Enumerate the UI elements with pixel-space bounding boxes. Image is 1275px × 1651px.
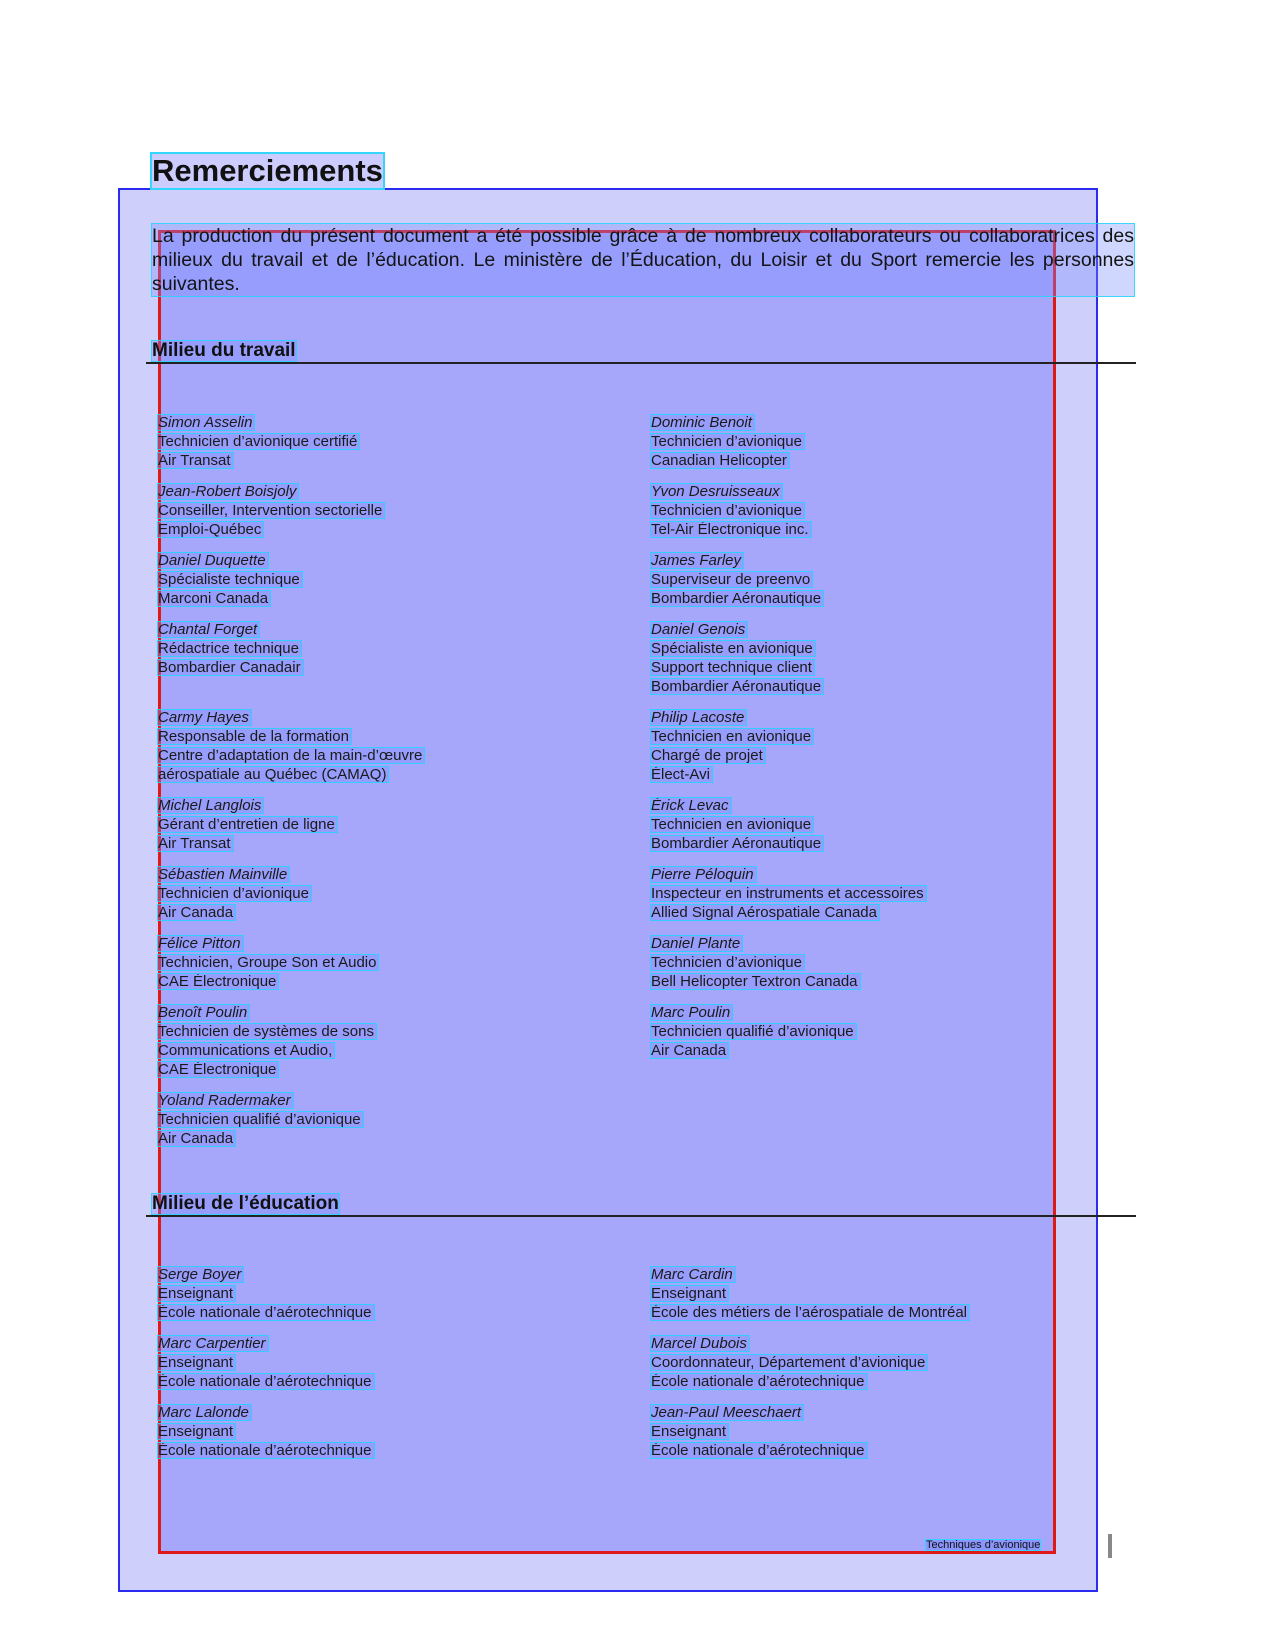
person-detail bbox=[158, 886, 638, 901]
text-run: Chantal Forget bbox=[158, 621, 258, 638]
text-run: Marcel Dubois bbox=[651, 1335, 747, 1352]
person-name bbox=[158, 622, 638, 637]
person-detail bbox=[158, 1443, 638, 1458]
person-detail bbox=[158, 453, 638, 468]
text-run: Enseignant bbox=[158, 1423, 234, 1440]
person-detail bbox=[651, 886, 1131, 901]
person-detail bbox=[158, 836, 638, 851]
section-rule-education bbox=[146, 1215, 1136, 1217]
text-run: Jean-Paul Meeschaert bbox=[651, 1404, 802, 1421]
text-run: Air Canada bbox=[158, 904, 234, 921]
page-edge-mark bbox=[1108, 1534, 1112, 1558]
person-entry bbox=[651, 798, 1131, 855]
text-run: Conseiller, Intervention sectorielle bbox=[158, 502, 383, 519]
person-name bbox=[158, 936, 638, 951]
text-run: Bombardier Canadair bbox=[158, 659, 301, 676]
person-detail bbox=[651, 434, 1131, 449]
text-run: Responsable de la formation bbox=[158, 728, 349, 745]
text-run: Marc Cardin bbox=[651, 1266, 733, 1283]
person-detail bbox=[651, 660, 1131, 675]
person-name bbox=[651, 1405, 1131, 1420]
text-run: Technicien qualifié d’avionique bbox=[158, 1111, 361, 1128]
text-run: Dominic Benoit bbox=[651, 414, 752, 431]
person-entry bbox=[158, 1267, 638, 1324]
person-detail bbox=[651, 1443, 1131, 1458]
text-run: Enseignant bbox=[651, 1423, 727, 1440]
person-detail bbox=[158, 434, 638, 449]
person-entry bbox=[158, 1093, 638, 1150]
person-name bbox=[651, 1336, 1131, 1351]
person-detail bbox=[651, 1024, 1131, 1039]
text-run: Bombardier Aéronautique bbox=[651, 835, 822, 852]
text-run: Technicien d’avionique bbox=[651, 433, 802, 450]
text-run: Allied Signal Aérospatiale Canada bbox=[651, 904, 877, 921]
person-entry bbox=[158, 710, 638, 786]
text-run: Technicien en avionique bbox=[651, 816, 812, 833]
text-run: Technicien, Groupe Son et Audio bbox=[158, 954, 377, 971]
person-detail bbox=[651, 729, 1131, 744]
text-run: École des métiers de l’aérospatiale de Montréal bbox=[651, 1304, 968, 1321]
person-detail bbox=[158, 1424, 638, 1439]
text-run: Sébastien Mainville bbox=[158, 866, 288, 883]
person-detail bbox=[158, 1043, 638, 1058]
person-detail bbox=[158, 572, 638, 587]
section-rule-work bbox=[146, 362, 1136, 364]
person-name bbox=[158, 1336, 638, 1351]
person-entry bbox=[651, 867, 1131, 924]
person-entry bbox=[651, 1336, 1131, 1393]
person-detail bbox=[651, 641, 1131, 656]
text-run: École nationale d’aérotechnique bbox=[158, 1304, 372, 1321]
text-run: Technicien d’avionique bbox=[651, 954, 802, 971]
text-run: Enseignant bbox=[651, 1285, 727, 1302]
text-run: Daniel Plante bbox=[651, 935, 741, 952]
person-detail bbox=[158, 641, 638, 656]
person-entry bbox=[158, 798, 638, 855]
page-title: Remerciements bbox=[152, 153, 383, 188]
text-run: Carmy Hayes bbox=[158, 709, 249, 726]
person-entry bbox=[651, 936, 1131, 993]
person-detail bbox=[651, 1043, 1131, 1058]
text-run: Pierre Péloquin bbox=[651, 866, 754, 883]
text-run: Marc Carpentier bbox=[158, 1335, 266, 1352]
person-detail bbox=[158, 817, 638, 832]
text-run: Emploi-Québec bbox=[158, 521, 262, 538]
text-run: Philip Lacoste bbox=[651, 709, 745, 726]
person-detail bbox=[158, 1374, 638, 1389]
person-detail bbox=[651, 679, 1131, 694]
section-title-work: Milieu du travail bbox=[152, 340, 296, 361]
person-detail bbox=[158, 729, 638, 744]
text-run: Marc Poulin bbox=[651, 1004, 731, 1021]
text-run: Air Canada bbox=[158, 1130, 234, 1147]
person-detail bbox=[651, 767, 1131, 782]
intro-paragraph: La production du présent document a été possible grâce à de nombreux collaborateurs ou collaboratrices des milieux du travail et de l’éducation. Le ministère de l’Éducation, du Loisir et du Sport remercie les personnes suivantes. bbox=[152, 225, 1134, 295]
person-name bbox=[158, 553, 638, 568]
text-run: Yvon Desruisseaux bbox=[651, 483, 780, 500]
person-entry bbox=[158, 867, 638, 924]
text-run: Technicien qualifié d’avionique bbox=[651, 1023, 854, 1040]
text-run: Air Canada bbox=[651, 1042, 727, 1059]
person-detail bbox=[158, 1024, 638, 1039]
person-name bbox=[158, 415, 638, 430]
text-run: Bombardier Aéronautique bbox=[651, 590, 822, 607]
text-run: Air Transat bbox=[158, 452, 231, 469]
text-run: Rédactrice technique bbox=[158, 640, 299, 657]
person-name bbox=[651, 484, 1131, 499]
person-detail bbox=[158, 748, 638, 763]
person-detail bbox=[651, 522, 1131, 537]
person-name bbox=[651, 622, 1131, 637]
text-run: Spécialiste en avionique bbox=[651, 640, 813, 657]
person-detail bbox=[651, 453, 1131, 468]
text-run: CAE Électronique bbox=[158, 973, 277, 990]
person-entry bbox=[651, 484, 1131, 541]
text-run: aérospatiale au Québec (CAMAQ) bbox=[158, 766, 387, 783]
person-entry bbox=[651, 553, 1131, 610]
text-run: Gérant d’entretien de ligne bbox=[158, 816, 335, 833]
person-name bbox=[158, 484, 638, 499]
person-detail bbox=[158, 1286, 638, 1301]
text-run: Air Transat bbox=[158, 835, 231, 852]
person-name bbox=[651, 1005, 1131, 1020]
person-detail bbox=[651, 1286, 1131, 1301]
person-detail bbox=[158, 1355, 638, 1370]
person-entry bbox=[158, 553, 638, 610]
person-name bbox=[651, 867, 1131, 882]
person-name bbox=[651, 553, 1131, 568]
person-detail bbox=[651, 748, 1131, 763]
person-entry bbox=[158, 936, 638, 993]
text-run: Bell Helicopter Textron Canada bbox=[651, 973, 858, 990]
person-name bbox=[158, 1005, 638, 1020]
person-entry bbox=[651, 1267, 1131, 1324]
person-name bbox=[158, 1405, 638, 1420]
person-detail bbox=[158, 522, 638, 537]
person-name bbox=[158, 1093, 638, 1108]
text-run: École nationale d’aérotechnique bbox=[651, 1442, 865, 1459]
person-entry bbox=[158, 1005, 638, 1081]
text-run: École nationale d’aérotechnique bbox=[651, 1373, 865, 1390]
text-run: Technicien en avionique bbox=[651, 728, 812, 745]
text-run: CAE Électronique bbox=[158, 1061, 277, 1078]
person-name bbox=[158, 798, 638, 813]
text-run: Support technique client bbox=[651, 659, 812, 676]
text-run: Spécialiste technique bbox=[158, 571, 300, 588]
text-run: Érick Levac bbox=[651, 797, 729, 814]
text-run: Simon Asselin bbox=[158, 414, 253, 431]
person-detail bbox=[651, 1355, 1131, 1370]
person-detail bbox=[651, 1305, 1131, 1320]
text-run: James Farley bbox=[651, 552, 742, 569]
person-detail bbox=[651, 1374, 1131, 1389]
person-name bbox=[651, 415, 1131, 430]
person-entry bbox=[158, 1405, 638, 1462]
text-run: Communications et Audio, bbox=[158, 1042, 333, 1059]
text-run: Technicien d’avionique bbox=[651, 502, 802, 519]
text-run: Jean-Robert Boisjoly bbox=[158, 483, 297, 500]
section-title-education: Milieu de l’éducation bbox=[152, 1193, 339, 1214]
person-entry bbox=[158, 622, 638, 679]
person-entry bbox=[651, 1405, 1131, 1462]
person-detail bbox=[158, 1305, 638, 1320]
text-run: Technicien d’avionique certifié bbox=[158, 433, 358, 450]
text-run: Centre d’adaptation de la main-d’œuvre bbox=[158, 747, 423, 764]
text-run: Canadian Helicopter bbox=[651, 452, 787, 469]
person-detail bbox=[651, 572, 1131, 587]
person-detail bbox=[158, 1062, 638, 1077]
text-run: Superviseur de preenvo bbox=[651, 571, 811, 588]
text-run: Inspecteur en instruments et accessoires bbox=[651, 885, 924, 902]
person-name bbox=[651, 710, 1131, 725]
person-detail bbox=[158, 905, 638, 920]
person-entry bbox=[158, 484, 638, 541]
text-run: Bombardier Aéronautique bbox=[651, 678, 822, 695]
person-entry bbox=[651, 415, 1131, 472]
text-run: Michel Langlois bbox=[158, 797, 262, 814]
text-run: Yoland Radermaker bbox=[158, 1092, 291, 1109]
person-detail bbox=[158, 974, 638, 989]
person-detail bbox=[651, 955, 1131, 970]
person-entry bbox=[651, 622, 1131, 698]
text-run: Enseignant bbox=[158, 1285, 234, 1302]
text-run: Coordonnateur, Département d’avionique bbox=[651, 1354, 926, 1371]
person-detail bbox=[651, 1424, 1131, 1439]
person-detail bbox=[158, 1131, 638, 1146]
person-name bbox=[158, 710, 638, 725]
person-detail bbox=[158, 1112, 638, 1127]
text-run: Élect-Avi bbox=[651, 766, 710, 783]
text-run: Technicien de systèmes de sons bbox=[158, 1023, 374, 1040]
text-run: Félice Pitton bbox=[158, 935, 241, 952]
person-detail bbox=[651, 503, 1131, 518]
person-name bbox=[158, 1267, 638, 1282]
person-detail bbox=[158, 767, 638, 782]
text-run: École nationale d’aérotechnique bbox=[158, 1442, 372, 1459]
person-entry bbox=[158, 415, 638, 472]
person-name bbox=[651, 1267, 1131, 1282]
person-entry bbox=[651, 1005, 1131, 1062]
text-run: Daniel Genois bbox=[651, 621, 746, 638]
person-detail bbox=[651, 836, 1131, 851]
person-entry bbox=[651, 710, 1131, 786]
person-detail bbox=[158, 955, 638, 970]
person-name bbox=[158, 867, 638, 882]
text-run: Technicien d’avionique bbox=[158, 885, 309, 902]
text-run: Benoît Poulin bbox=[158, 1004, 248, 1021]
person-detail bbox=[158, 591, 638, 606]
text-run: Enseignant bbox=[158, 1354, 234, 1371]
footer-tag: Techniques d’avionique bbox=[926, 1539, 1041, 1551]
person-entry bbox=[158, 1336, 638, 1393]
text-run: Daniel Duquette bbox=[158, 552, 266, 569]
person-detail bbox=[651, 817, 1131, 832]
person-name bbox=[651, 936, 1131, 951]
person-detail bbox=[158, 660, 638, 675]
person-detail bbox=[651, 591, 1131, 606]
text-run: Marconi Canada bbox=[158, 590, 269, 607]
person-detail bbox=[651, 905, 1131, 920]
text-run: École nationale d’aérotechnique bbox=[158, 1373, 372, 1390]
person-name bbox=[651, 798, 1131, 813]
person-detail bbox=[651, 974, 1131, 989]
text-run: Marc Lalonde bbox=[158, 1404, 249, 1421]
text-run: Serge Boyer bbox=[158, 1266, 242, 1283]
person-detail bbox=[158, 503, 638, 518]
text-run: Chargé de projet bbox=[651, 747, 763, 764]
text-run: Tel-Air Électronique inc. bbox=[651, 521, 809, 538]
